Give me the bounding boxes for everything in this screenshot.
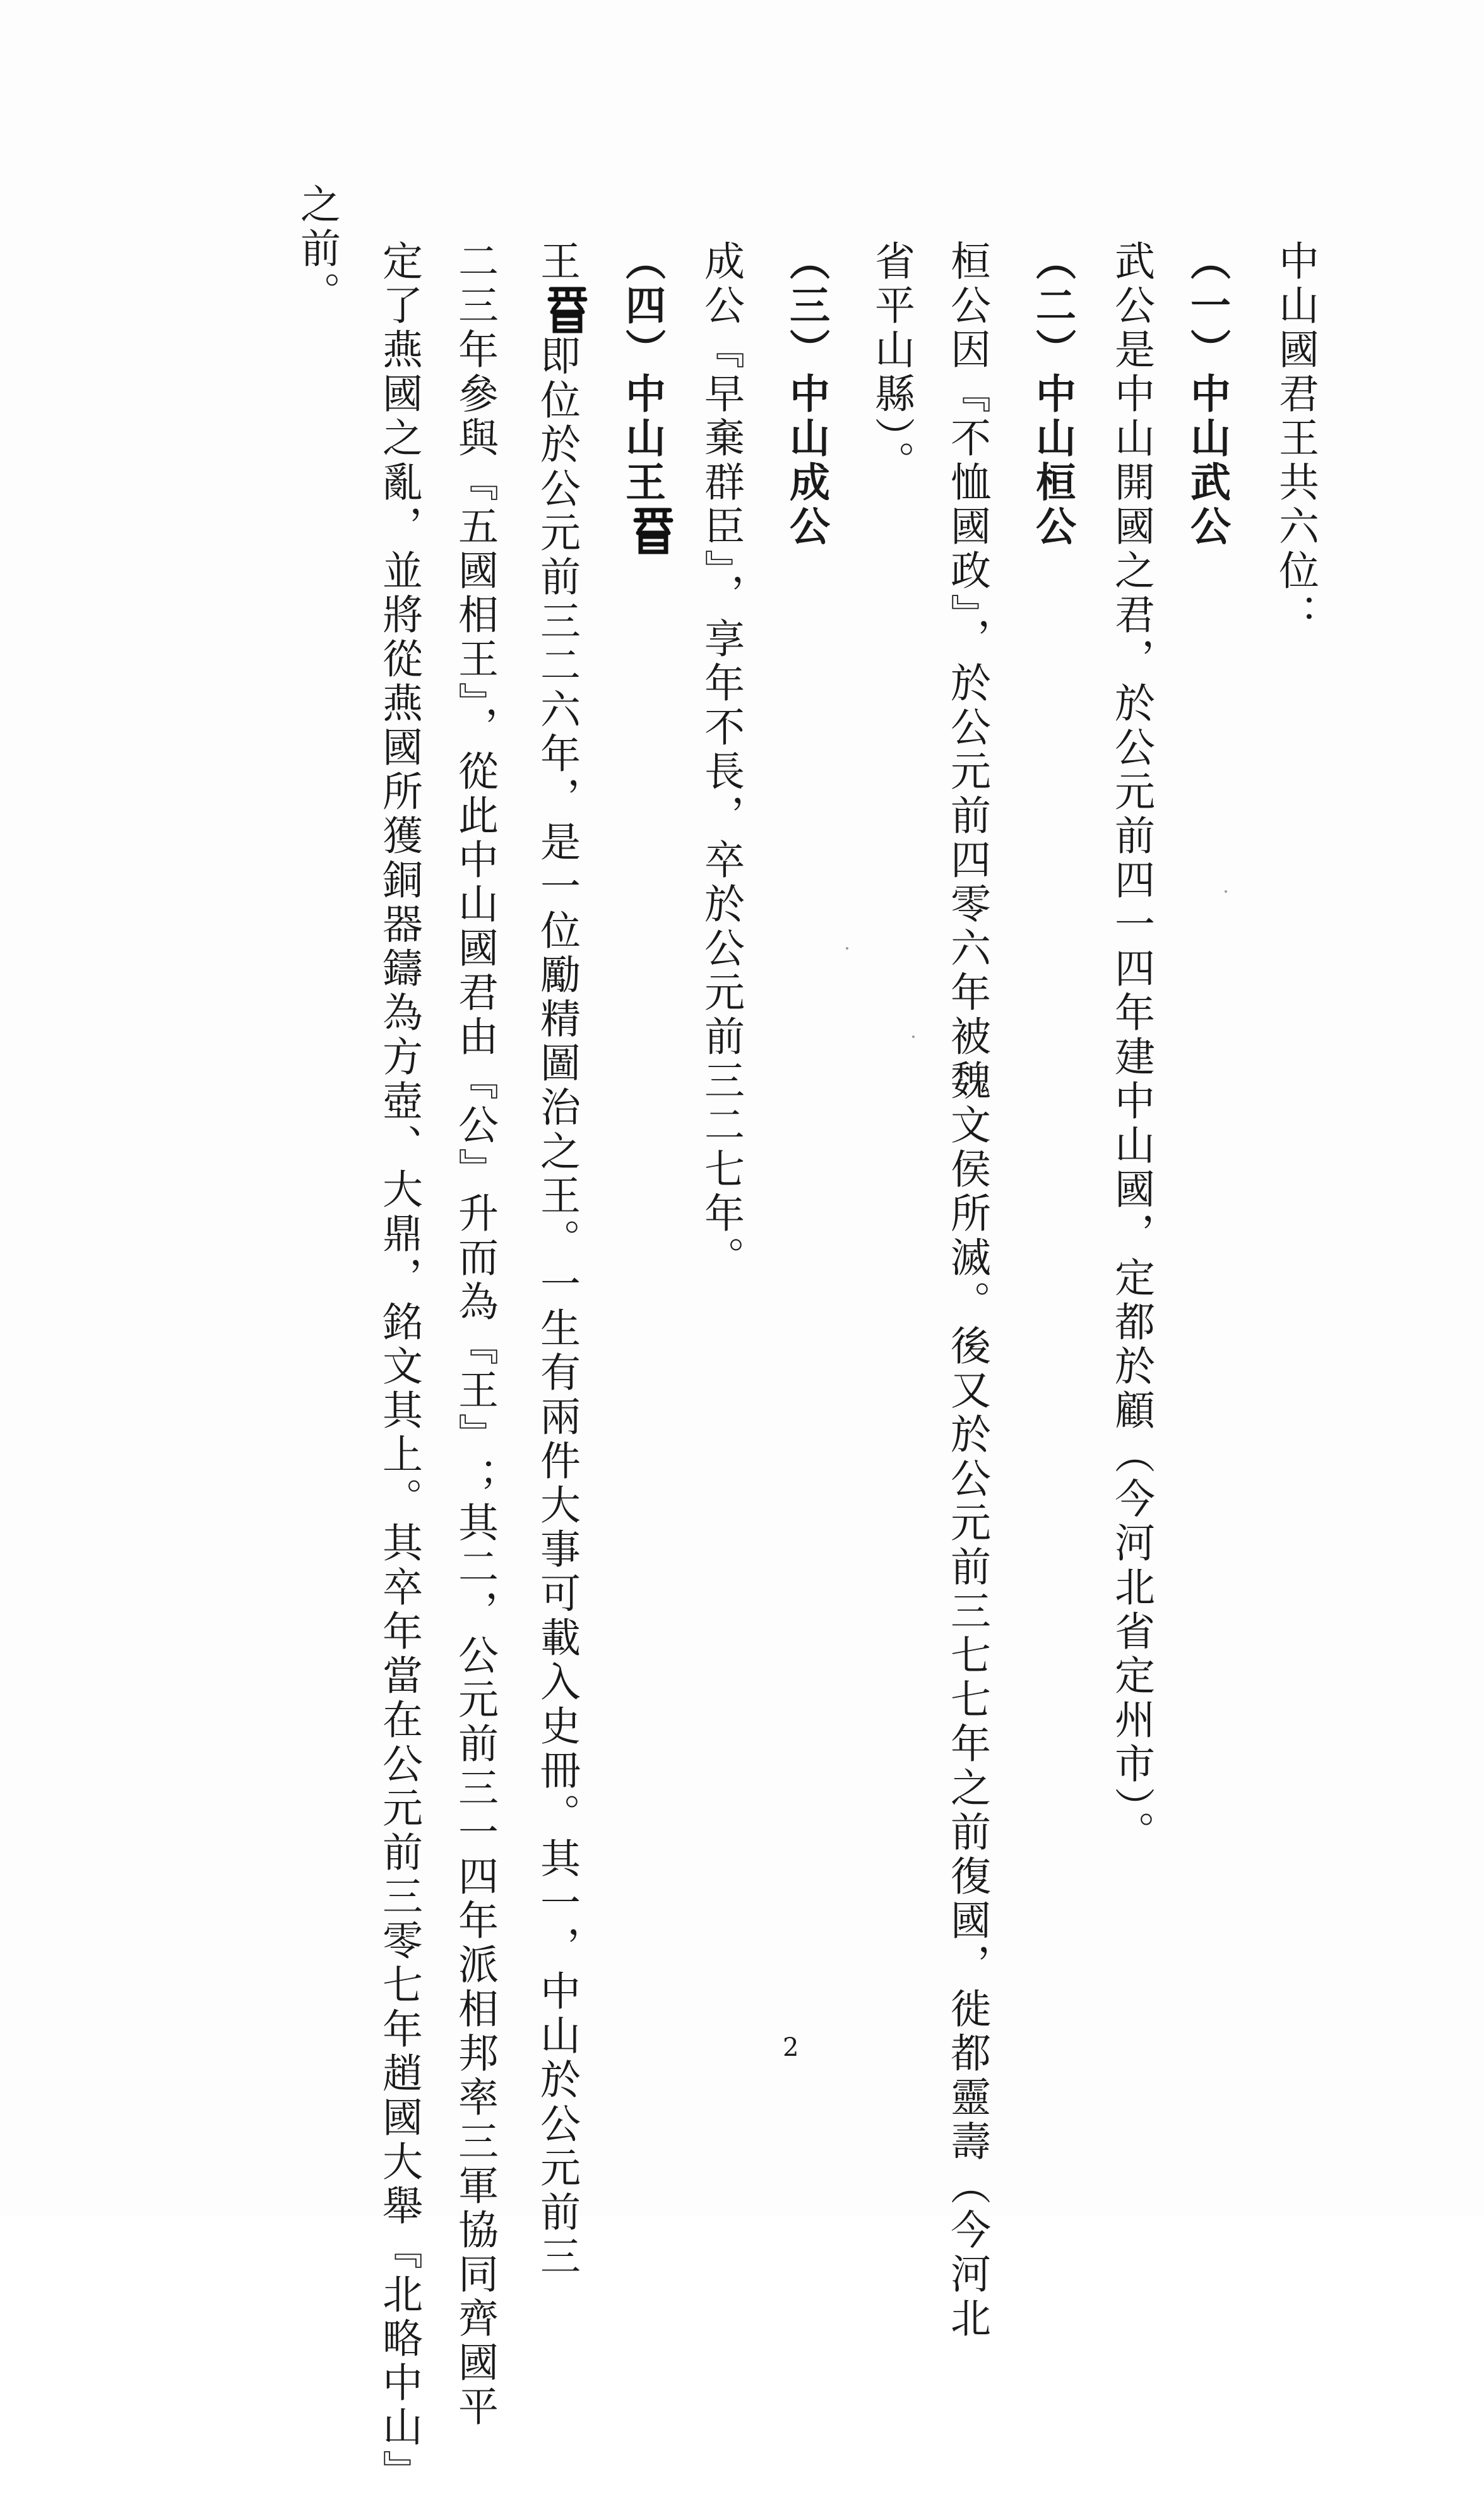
heading-king-cuo-text: （四）中山王	[619, 240, 665, 505]
intro-line: 中山國君王共六位：	[1272, 240, 1319, 638]
king-prefix: 王	[533, 240, 580, 284]
heading-king-cuo	[619, 240, 676, 556]
paragraph-wu-gong: 武公是中山開國之君，於公元前四一四年建中山國，定都於顧（今河北省定州市）。	[1108, 240, 1155, 1855]
cuo-glyph-icon	[631, 505, 676, 556]
paragraph-huan-gong-line1: 桓公因『不恤國政』，於公元前四零六年被魏文侯所滅。後又於公元前三七七年之前復國，徙都靈壽（今河北	[944, 240, 990, 2341]
heading-wu-gong: （一）中山武公	[1184, 240, 1230, 549]
scan-speck	[846, 947, 848, 950]
cuo-glyph-inline-icon	[545, 284, 590, 335]
paragraph-huan-gong-line2: 省平山縣）。	[868, 240, 915, 485]
king-cuo-line1-text: 即位於公元前三二六年，是一位勵精圖治之王。一生有兩件大事可載入史冊。其一，中山於公元前三	[533, 335, 580, 2279]
paragraph-cheng-gong: 成公『早棄群臣』，享年不長，卒於公元前三二七年。	[697, 240, 744, 1280]
scan-speck	[912, 1035, 915, 1038]
paragraph-king-cuo-line2: 二三年參與『五國相王』，從此中山國君由『公』升而為『王』；其二，公元前三一四年派相邦率三軍協同齊國平	[451, 240, 498, 2430]
paragraph-king-cuo-line4: 之前。	[294, 183, 340, 316]
paragraph-king-cuo-line1	[533, 240, 590, 2279]
page-number: 2	[783, 2033, 799, 2062]
heading-huan-gong: （二）中山桓公	[1029, 240, 1076, 549]
paragraph-king-cuo-line3: 定了燕國之亂，並將從燕國所獲銅器鑄為方壺、大鼎，銘文其上。其卒年當在公元前三零七年趙國大舉『北略中山』	[376, 240, 422, 2494]
scan-speck	[1225, 890, 1227, 893]
heading-cheng-gong: （三）中山成公	[783, 240, 829, 549]
